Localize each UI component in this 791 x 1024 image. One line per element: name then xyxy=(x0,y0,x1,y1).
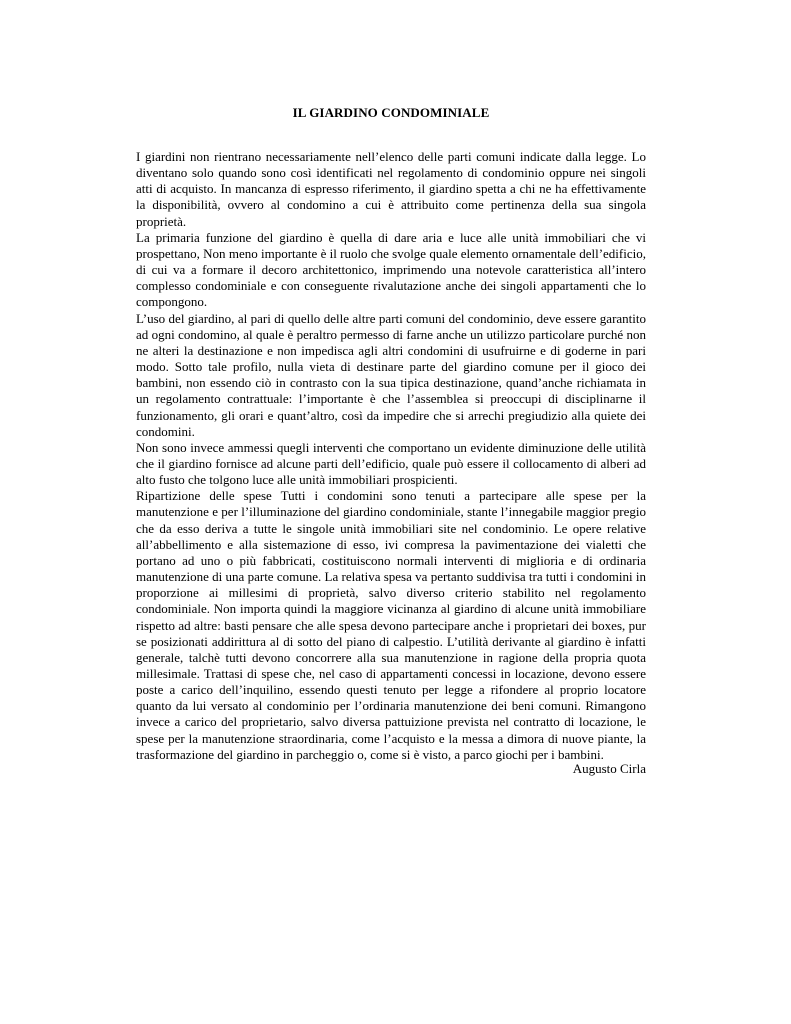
document-body xyxy=(136,149,646,763)
paragraph-expenses: Ripartizione delle spese Tutti i condomini sono tenuti a partecipare alle spese per la manutenzione e per l’illuminazione del giardino condominiale, stante l’innegabile maggior pregio che da esso deriva a tutte le singole unità immobiliari site nel condominio. Le opere relative all’abbellimento e alla sistemazione di esso, ivi compresa la pavimentazione dei vialetti che portano ad uno o più fabbricati, costituiscono normali interventi di miglioria e di ordinaria manutenzione di una parte comune. La relativa spesa va pertanto suddivisa tra tutti i condomini in proporzione ai millesimi di proprietà, salvo diverso criterio stabilito nel regolamento condominiale. Non importa quindi la maggiore vicinanza al giardino di alcune unità immobiliare rispetto ad altre: basti pensare che alle spesa devono partecipare anche i proprietari dei boxes, pur se posizionati addirittura al di sotto del piano di calpestio. L’utilità derivante al giardino è infatti generale, talchè tutti devono concorrere alla sua manutenzione in ragione della propria quota millesimale. Trattasi di spese che, nel caso di appartamenti concessi in locazione, devono essere poste a carico dell’inquilino, essendo questi tenuto per legge a rifondere al proprio locatore quanto da lui versato al condominio per l’ordinaria manutenzione dei beni comuni. Rimangono invece a carico del proprietario, salvo diversa pattuizione prevista nel contratto di locazione, le spese per la manutenzione straordinaria, come l’acquisto e la messa a dimora di nuove piante, la trasformazione del giardino in parcheggio o, come si è visto, a parco giochi per i bambini. xyxy=(136,488,646,762)
paragraph-restrictions: Non sono invece ammessi quegli interventi che comportano un evidente diminuzione delle utilità che il giardino fornisce ad alcune parti dell’edificio, quale può essere il collocamento di alberi ad alto fusto che tolgono luce alle unità immobiliari prospicienti. xyxy=(136,439,646,488)
author-signature: Augusto Cirla xyxy=(572,761,646,776)
paragraph-definition: I giardini non rientrano necessariamente nell’elenco delle parti comuni indicate dalla legge. Lo diventano solo quando sono così identificati nel regolamento di condominio oppure nei singoli atti di acquisto. In mancanza di espresso riferimento, il giardino spetta a chi ne ha effettivamente la disponibilità, ovvero al condomino a cui è attribuito come pertinenza della sua singola proprietà. xyxy=(136,149,646,229)
document-title: IL GIARDINO CONDOMINIALE xyxy=(292,105,490,120)
paragraph-use: L’uso del giardino, al pari di quello delle altre parti comuni del condominio, deve essere garantito ad ogni condomino, al quale è peraltro permesso di farne anche un utilizzo particolare purché non ne alteri la destinazione e non impedisca agli altri condomini di usufruirne e di goderne in pari modo. Sotto tale profilo, nulla vieta di destinare parte del giardino comune per il gioco dei bambini, non essendo ciò in contrasto con la sua tipica destinazione, quand’anche richiamata in un regolamento contrattuale: l’importante è che l’assemblea si preoccupi di disciplinarne il funzionamento, gli orari e quant’altro, così da impedire che si arrechi pregiudizio alla quiete dei condomini. xyxy=(136,310,646,439)
paragraph-function: La primaria funzione del giardino è quella di dare aria e luce alle unità immobiliari che vi prospettano, Non meno importante è il ruolo che svolge quale elemento ornamentale dell’edificio, di cui va a formare il decoro architettonico, imprimendo una notevole caratteristica all’intero complesso condominiale e con conseguente rivalutazione anche dei singoli appartamenti che lo compongono. xyxy=(136,229,646,310)
